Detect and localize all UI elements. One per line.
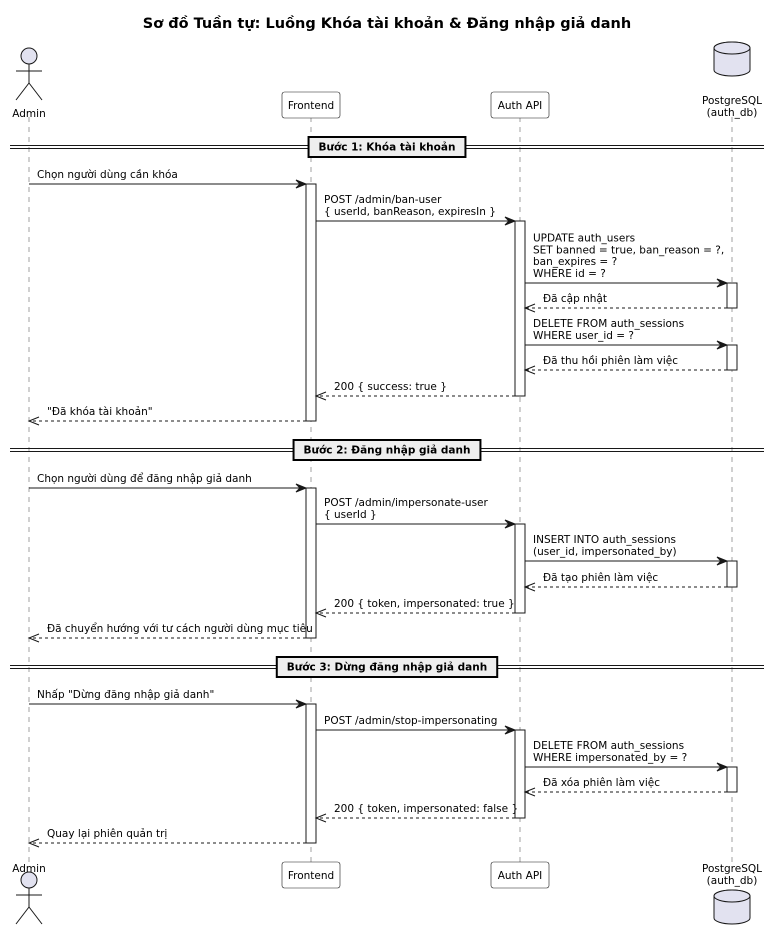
activation-frontend xyxy=(306,488,316,638)
message-7 xyxy=(316,381,515,400)
participant-label: Auth API xyxy=(497,100,543,112)
participant-frontend-bottom xyxy=(282,862,340,888)
participant-label: Auth API xyxy=(497,870,543,882)
message-17 xyxy=(525,740,727,771)
message-label: UPDATE auth_users xyxy=(533,232,636,245)
message-label: WHERE impersonated_by = ? xyxy=(533,752,688,764)
message-2 xyxy=(316,194,515,225)
message-label: Quay lại phiên quản trị xyxy=(47,828,168,840)
divider-label: Bước 3: Dừng đăng nhập giả danh xyxy=(286,661,488,674)
message-11 xyxy=(525,534,727,565)
message-label: Nhấp "Dừng đăng nhập giả danh" xyxy=(37,689,215,701)
participant-label: Frontend xyxy=(287,100,335,112)
participant-label: PostgreSQL xyxy=(702,95,762,107)
message-15 xyxy=(29,689,306,708)
message-12 xyxy=(525,572,727,591)
message-6 xyxy=(525,355,727,374)
message-label: "Đã khóa tài khoản" xyxy=(47,406,153,418)
message-label: POST /admin/stop-impersonating xyxy=(324,715,498,727)
participant-label: Admin xyxy=(12,863,46,875)
participant-authapi-bottom xyxy=(491,862,549,888)
activation-frontend xyxy=(306,184,316,421)
message-4 xyxy=(525,293,727,312)
message-3 xyxy=(525,233,727,287)
activation-postgres xyxy=(727,767,737,792)
message-16 xyxy=(316,715,515,734)
message-14 xyxy=(29,622,313,642)
message-label: POST /admin/ban-user xyxy=(324,194,442,207)
message-19 xyxy=(316,803,518,822)
activation-postgres xyxy=(727,345,737,370)
participant-label: PostgreSQL xyxy=(702,863,762,875)
participant-label: (auth_db) xyxy=(706,107,758,119)
message-label: 200 { token, impersonated: true } xyxy=(334,598,515,610)
divider-2 xyxy=(10,440,764,460)
message-label: DELETE FROM auth_sessions xyxy=(533,740,685,753)
participant-admin-top xyxy=(12,48,45,120)
participant-postgres-bottom xyxy=(702,863,762,924)
message-9 xyxy=(29,472,306,492)
divider-label: Bước 2: Đăng nhập giả danh xyxy=(303,444,471,457)
participant-frontend-top xyxy=(282,92,340,118)
message-10 xyxy=(316,497,515,528)
actor-icon xyxy=(21,48,37,64)
message-label: DELETE FROM auth_sessions xyxy=(533,318,685,331)
message-label: WHERE user_id = ? xyxy=(533,330,634,342)
divider-3 xyxy=(10,657,764,677)
message-label: Chọn người dùng cần khóa xyxy=(37,169,178,181)
participant-label: (auth_db) xyxy=(706,875,758,887)
message-label: (user_id, impersonated_by) xyxy=(533,546,677,558)
message-5 xyxy=(525,318,727,349)
message-label: Đã xóa phiên làm việc xyxy=(543,777,660,789)
message-label: Đã chuyển hướng với tư cách người dùng mục tiêu xyxy=(47,623,313,635)
participant-postgres-top xyxy=(702,42,762,119)
message-13 xyxy=(316,598,515,617)
message-18 xyxy=(525,777,727,796)
message-label: 200 { token, impersonated: false } xyxy=(334,803,519,815)
diagram-title: Sơ đồ Tuần tự: Luồng Khóa tài khoản & Đăng nhập giả danh xyxy=(142,16,632,32)
message-label: { userId } xyxy=(324,509,377,521)
divider-label: Bước 1: Khóa tài khoản xyxy=(318,141,456,154)
message-8 xyxy=(29,406,306,425)
activation-authapi xyxy=(515,524,525,613)
message-label: ban_expires = ? xyxy=(533,256,618,269)
message-label: Đã tạo phiên làm việc xyxy=(543,572,659,584)
message-label: WHERE id = ? xyxy=(533,268,606,280)
message-label: Đã cập nhật xyxy=(543,293,607,305)
message-label: POST /admin/impersonate-user xyxy=(324,497,488,510)
activation-postgres xyxy=(727,283,737,308)
message-1 xyxy=(29,169,306,188)
message-label: INSERT INTO auth_sessions xyxy=(533,534,676,547)
messages xyxy=(29,169,727,847)
activation-frontend xyxy=(306,704,316,843)
message-label: SET banned = true, ban_reason = ?, xyxy=(533,244,725,257)
participant-label: Frontend xyxy=(287,870,335,882)
divider-1 xyxy=(10,137,764,157)
participant-admin-bottom xyxy=(12,863,45,924)
message-label: { userId, banReason, expiresIn } xyxy=(324,206,496,218)
message-label: 200 { success: true } xyxy=(334,381,447,393)
activation-postgres xyxy=(727,561,737,587)
message-20 xyxy=(29,828,306,847)
activation-authapi xyxy=(515,221,525,396)
participant-label: Admin xyxy=(12,108,46,120)
message-label: Chọn người dùng để đăng nhập giả danh xyxy=(37,473,252,485)
participant-authapi-top xyxy=(491,92,549,118)
message-label: Đã thu hồi phiên làm việc xyxy=(543,355,678,367)
